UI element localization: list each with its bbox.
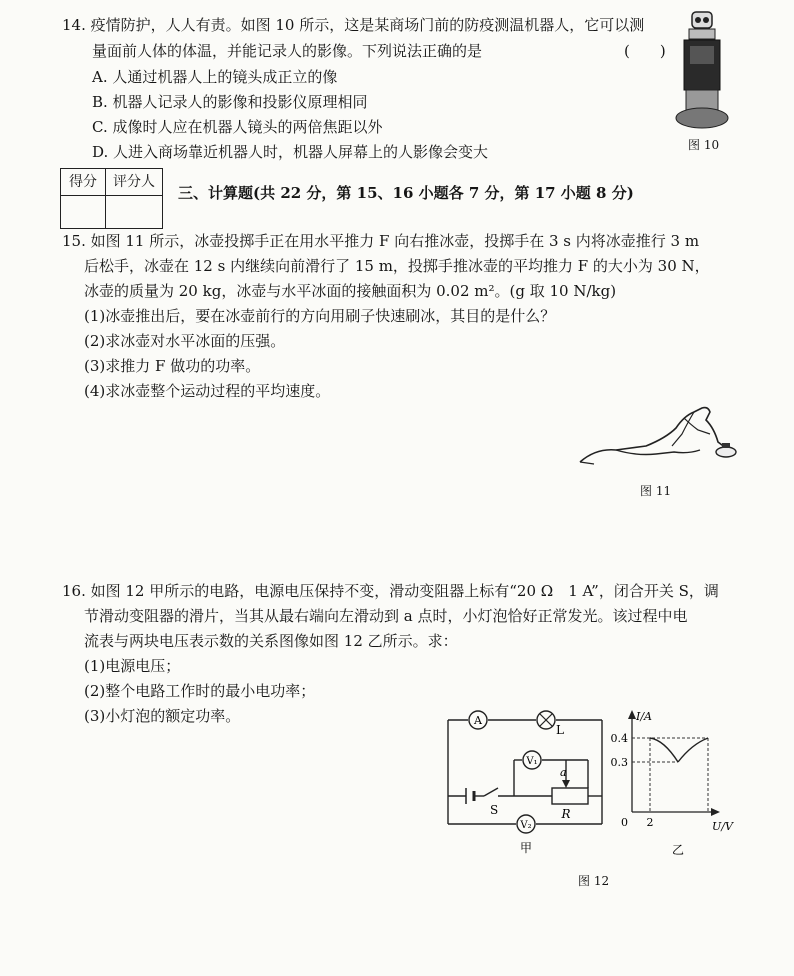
slider-point-a-label: a bbox=[560, 766, 567, 779]
graph-caption: 乙 bbox=[671, 843, 685, 857]
section-3-heading: 三、计算题(共 22 分，第 15、16 小题各 7 分，第 17 小题 8 分) bbox=[178, 184, 634, 202]
q15-line3: 冰壶的质量为 20 kg，冰壶与水平冰面的接触面积为 0.02 m²。(g 取 10 N/kg) bbox=[84, 282, 617, 300]
score-label: 得分 bbox=[61, 169, 106, 196]
q16-line3: 流表与两块电压表示数的关系图像如图 12 乙所示。求： bbox=[84, 632, 458, 650]
circuit-diagram bbox=[440, 702, 612, 862]
resistor-label: R bbox=[561, 807, 571, 821]
grader-cell bbox=[106, 196, 163, 229]
q16-sub3: (3)小灯泡的额定功率。 bbox=[84, 707, 241, 725]
score-cell bbox=[61, 196, 106, 229]
q14-stem-line2: 量面前人体的体温，并能记录人的影像。下列说法正确的是 bbox=[92, 42, 483, 60]
robot-figure bbox=[672, 8, 732, 133]
graph-tick-0-4: 0.4 bbox=[610, 732, 628, 745]
graph-origin: 0 bbox=[621, 816, 628, 829]
score-box bbox=[60, 168, 163, 229]
iu-graph bbox=[604, 706, 744, 862]
voltmeter-v2-label: V₂ bbox=[520, 820, 532, 831]
curling-figure bbox=[576, 398, 746, 478]
grader-label: 评分人 bbox=[106, 169, 163, 196]
graph-tick-0-3: 0.3 bbox=[610, 756, 628, 769]
q15-sub4: (4)求冰壶整个运动过程的平均速度。 bbox=[84, 382, 331, 400]
q16-sub1: (1)电源电压； bbox=[84, 657, 181, 675]
q15-sub2: (2)求冰壶对水平冰面的压强。 bbox=[84, 332, 286, 350]
graph-x-axis-label: U/V bbox=[712, 820, 733, 833]
voltmeter-v1-label: V₁ bbox=[526, 756, 538, 767]
q14-option-a: A. 人通过机器人上的镜头成正立的像 bbox=[92, 68, 338, 86]
figure-11-caption: 图 11 bbox=[640, 484, 672, 498]
q16-line2: 节滑动变阻器的滑片，当其从最右端向左滑动到 a 点时，小灯泡恰好正常发光。该过程中电 bbox=[84, 607, 688, 625]
figure-10-caption: 图 10 bbox=[688, 138, 720, 152]
lamp-label: L bbox=[556, 723, 564, 737]
q14-option-d: D. 人进入商场靠近机器人时，机器人屏幕上的人影像会变大 bbox=[92, 143, 489, 161]
q14-stem-line1: 14. 疫情防护，人人有责。如图 10 所示，这是某商场门前的防疫测温机器人，它可以测 bbox=[62, 16, 645, 34]
q16-sub2: (2)整个电路工作时的最小电功率； bbox=[84, 682, 316, 700]
graph-y-axis-label: I/A bbox=[636, 710, 652, 723]
graph-tick-2: 2 bbox=[646, 816, 654, 829]
q16-line1: 16. 如图 12 甲所示的电路，电源电压保持不变，滑动变阻器上标有“20 Ω 1 A”，闭合开关 S，调 bbox=[62, 582, 719, 600]
q15-sub1: (1)冰壶推出后，要在冰壶前行的方向用刷子快速刷冰，其目的是什么？ bbox=[84, 307, 556, 325]
q14-answer-bracket: ( ) bbox=[624, 42, 666, 60]
q15-line2: 后松手，冰壶在 12 s 内继续向前滑行了 15 m，投掷手推冰壶的平均推力 F 的大小为 30 N， bbox=[84, 257, 710, 275]
ammeter-label: A bbox=[474, 714, 482, 727]
q15-line1: 15. 如图 11 所示，冰壶投掷手正在用水平推力 F 向右推冰壶，投掷手在 3 s 内将冰壶推行 3 m bbox=[62, 232, 700, 250]
q14-option-c: C. 成像时人应在机器人镜头的两倍焦距以外 bbox=[92, 118, 383, 136]
q14-option-b: B. 机器人记录人的影像和投影仪原理相同 bbox=[92, 93, 368, 111]
figure-12-caption: 图 12 bbox=[578, 874, 610, 888]
circuit-caption: 甲 bbox=[519, 841, 533, 855]
switch-label: S bbox=[490, 803, 499, 817]
q15-sub3: (3)求推力 F 做功的功率。 bbox=[84, 357, 261, 375]
